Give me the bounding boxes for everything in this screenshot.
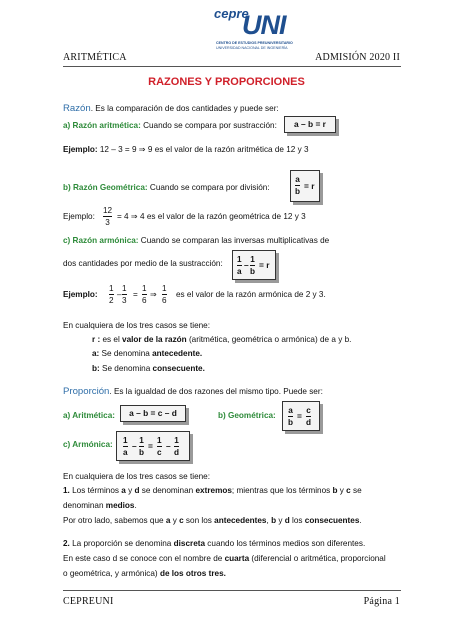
p1-num: 1. (63, 486, 70, 495)
p2-otros: de los otros tres. (159, 569, 226, 578)
prop-arm-d3: c (157, 448, 162, 457)
common1-b-line (92, 364, 205, 374)
prop-arm-d4: d (174, 448, 180, 457)
p1-ad: a (121, 486, 126, 495)
ej3-n2: 1 (122, 284, 127, 293)
footer-rule (63, 590, 401, 591)
proporcion-intro: . Es la igualdad de dos razones del mismo tipo. Puede ser: (109, 387, 323, 396)
razon-armonica-label: c) Razón armónica: (63, 236, 139, 245)
p1-b2: b (271, 516, 277, 525)
ej3-arrow: ⇒ (150, 290, 157, 299)
common1-b-text: Se denomina (99, 364, 153, 373)
ej3-eq: = (133, 290, 138, 299)
ej3-op1: – (117, 290, 122, 299)
ej3-d4: 6 (162, 296, 167, 305)
ej3-d3: 6 (142, 296, 147, 305)
razon-geometrica-text: Cuando se compara por división: (147, 183, 270, 192)
proporcion-geometrica-box (282, 401, 320, 431)
proporcion-geometrica-label: b) Geométrica: (218, 411, 276, 420)
common2-p1-line2 (63, 501, 137, 511)
razon-armonica-line (63, 236, 329, 246)
p1-medios: medios (105, 501, 135, 510)
prop-geo-d2: d (306, 418, 312, 427)
p2-num: 2. (63, 539, 70, 548)
p2-line3a: o geométrica, y armónica) (63, 569, 160, 578)
razon-armonica-d1: a (237, 267, 242, 276)
p2-b: cuando los términos medios son diferentes. (205, 539, 366, 548)
ej3-n4: 1 (162, 284, 167, 293)
common1-a-label: a: (92, 349, 100, 358)
p1-c: ; mientras que los términos (231, 486, 333, 495)
common2-p1-line3 (63, 516, 362, 526)
p1-line2a: denominan (63, 501, 106, 510)
prop-arm-n1: 1 (123, 436, 128, 445)
p1-ac: a (165, 516, 171, 525)
p1-line3c: los (289, 516, 305, 525)
prop-arm-d2: b (139, 448, 145, 457)
common2-p2-line3 (63, 569, 226, 579)
footer-right: Página 1 (363, 596, 400, 607)
p1-a: Los términos (69, 486, 122, 495)
razon-heading: Razón (63, 103, 91, 114)
razon-armonica-d2: b (250, 267, 256, 276)
p2-line2b: (diferencial o aritmética, proporcional (249, 554, 386, 563)
p1-y2: y (337, 486, 347, 495)
header-rule (63, 66, 401, 67)
p2-disc: discreta (173, 539, 206, 548)
ej3-d1: 2 (109, 296, 114, 305)
prop-arm-eq: = (148, 441, 153, 451)
proporcion-heading: Proporción (63, 386, 110, 397)
razon-geometrica-formula-box (290, 170, 320, 202)
razon-intro-line (63, 104, 279, 114)
prop-arm-d1: a (123, 448, 128, 457)
p1-cons: consecuentes (304, 516, 360, 525)
ej3-d2: 3 (122, 296, 127, 305)
prop-arm-op1: – (132, 441, 137, 451)
prop-geo-n1: a (288, 406, 293, 415)
razon-ejemplo-2-den: 3 (105, 218, 110, 227)
p1-line3a: Por otro lado, sabemos que (63, 516, 166, 525)
ej3-frac-3 (142, 284, 147, 305)
common1-r-text: es el (100, 335, 123, 344)
logo-brand-top: cepre (214, 6, 249, 21)
prop-geo-d1: b (288, 418, 294, 427)
common1-r-line (92, 335, 351, 345)
proporcion-intro-line (63, 387, 323, 397)
razon-armonica-rhs: = r (259, 260, 270, 270)
proporcion-aritmetica-formula: a – b = c – d (129, 408, 177, 418)
prop-arm-n4: 1 (174, 436, 179, 445)
razon-aritmetica-formula: a – b = r (294, 119, 326, 129)
logo-brand-main: UNI (242, 10, 286, 40)
p1-bb: b (332, 486, 338, 495)
prop-arm-frac-4 (174, 436, 179, 457)
razon-ejemplo-1 (63, 145, 309, 155)
p2-a: La proporción se denomina (69, 539, 174, 548)
common1-a-text: Se denomina (99, 349, 153, 358)
common1-r-bold: valor de la razón (122, 335, 187, 344)
page-title: RAZONES Y PROPORCIONES (148, 76, 305, 88)
common1-r-label: r : (92, 335, 101, 344)
razon-aritmetica-label: a) Razón aritmética: (63, 121, 141, 130)
proporcion-armonica-box (116, 431, 190, 461)
razon-ejemplo-2-fraction (103, 206, 112, 227)
razon-ejemplo-1-text: 12 – 3 = 9 ⇒ 9 es el valor de la razón aritmética de 12 y 3 (97, 145, 309, 154)
common1-intro: En cualquiera de los tres casos se tiene: (63, 321, 211, 330)
razon-geometrica-den: b (295, 187, 301, 196)
p1-y4: y (276, 516, 285, 525)
razon-armonica-op: – (244, 260, 249, 270)
razon-ejemplo-3-text: es el valor de la razón armónica de 2 y 3. (176, 290, 326, 299)
common1-b-label: b: (92, 364, 100, 373)
p1-cc: c (346, 486, 351, 495)
ej3-frac-2 (122, 284, 127, 305)
proporcion-aritmetica-label: a) Aritmética: (63, 411, 116, 420)
razon-armonica-n1: 1 (237, 255, 242, 264)
razon-geometrica-rhs: = r (304, 181, 315, 191)
ej3-n1: 1 (109, 284, 114, 293)
proporcion-aritmetica-box (120, 405, 186, 422)
razon-armonica-text: Cuando se comparan las inversas multiplicativas de (138, 236, 330, 245)
prop-arm-frac-1 (123, 436, 128, 457)
logo-line-2: UNIVERSIDAD NACIONAL DE INGENIERÍA (216, 46, 288, 50)
razon-aritmetica-formula-box (284, 116, 336, 133)
p1-ext: extremos (195, 486, 232, 495)
ej3-frac-1 (109, 284, 114, 305)
common1-b-bold: consecuente. (152, 364, 205, 373)
razon-armonica-formula-box (232, 250, 276, 280)
p1-se: se (350, 486, 362, 495)
razon-geometrica-num: a (295, 175, 300, 184)
p1-b: se denominan (139, 486, 196, 495)
razon-armonica-frac-1 (237, 255, 242, 276)
p2-cuarta: cuarta (224, 554, 250, 563)
razon-ejemplo-2-num: 12 (103, 206, 113, 215)
logo-line-1: CENTRO DE ESTUDIOS PREUNIVERSITARIO (216, 41, 293, 45)
p1-ante: antecedentes (214, 516, 267, 525)
razon-armonica-n2: 1 (250, 255, 255, 264)
razon-geometrica-line (63, 183, 270, 193)
prop-arm-n2: 1 (139, 436, 144, 445)
razon-ejemplo-2-label: Ejemplo: (63, 212, 95, 221)
prop-arm-frac-2 (139, 436, 144, 457)
common2-p1-line1 (63, 486, 362, 496)
razon-ejemplo-1-label: Ejemplo: (63, 145, 98, 154)
p1-d2: d (284, 516, 290, 525)
proporcion-armonica-label: c) Armónica: (63, 440, 113, 449)
header-right: ADMISIÓN 2020 II (315, 52, 400, 63)
common1-a-bold: antecedente. (152, 349, 203, 358)
p1-line2b: . (134, 501, 137, 510)
razon-ejemplo-2-text: = 4 ⇒ 4 es el valor de la razón geométrica de 12 y 3 (117, 212, 306, 221)
p1-y: y (125, 486, 135, 495)
prop-geo-frac-2 (306, 406, 311, 427)
common1-r-tail: (aritmética, geométrica o armónica) de a y b. (186, 335, 352, 344)
ej3-n3: 1 (142, 284, 147, 293)
ej3-frac-4 (162, 284, 167, 305)
p1-line3b: son los (183, 516, 215, 525)
p2-line2a: En este caso d se conoce con el nombre de (63, 554, 225, 563)
prop-arm-n3: 1 (157, 436, 162, 445)
prop-geo-n2: c (306, 406, 311, 415)
footer-left: CEPREUNI (63, 596, 114, 607)
common2-p2-line2 (63, 554, 386, 564)
p1-c2: c (179, 516, 184, 525)
p1-y3: y (170, 516, 180, 525)
common2-p2-line1 (63, 539, 365, 549)
razon-geometrica-fraction (295, 175, 300, 196)
razon-ejemplo-3-label: Ejemplo: (63, 290, 98, 299)
razon-aritmetica-line (63, 121, 277, 131)
prop-arm-op2: – (166, 441, 171, 451)
p1-d: d (134, 486, 140, 495)
p1-dot: . (359, 516, 362, 525)
razon-geometrica-label: b) Razón Geométrica: (63, 183, 148, 192)
prop-arm-frac-3 (157, 436, 162, 457)
prop-geo-frac-1 (288, 406, 293, 427)
razon-aritmetica-text: Cuando se compara por sustracción: (140, 121, 277, 130)
razon-intro: . Es la comparación de dos cantidades y puede ser: (90, 104, 279, 113)
prop-geo-eq: = (297, 411, 302, 421)
razon-armonica-text-2: dos cantidades por medio de la sustracción: (63, 259, 223, 268)
razon-armonica-frac-2 (250, 255, 255, 276)
common1-a-line (92, 349, 202, 359)
common2-intro: En cualquiera de los tres casos se tiene: (63, 472, 211, 481)
header-left: ARITMÉTICA (63, 52, 127, 63)
p1-comma: , (266, 516, 272, 525)
cepreuni-logo (212, 6, 332, 52)
